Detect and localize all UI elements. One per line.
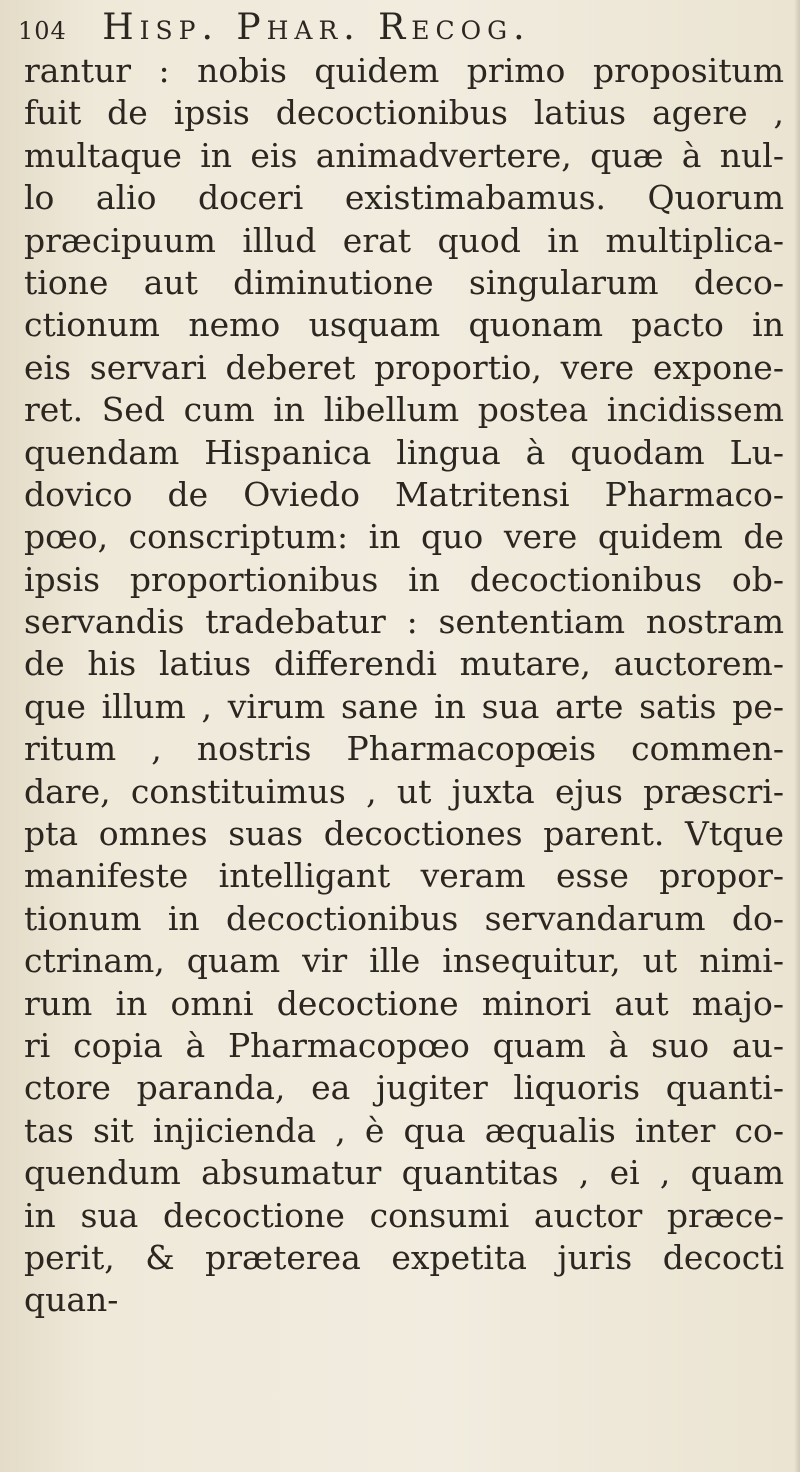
- text-line: perit, & præterea expetita juris decocti: [24, 1237, 784, 1277]
- text-line: dovico de Oviedo Matritensi Pharmaco-: [24, 474, 784, 514]
- text-line: tione aut diminutione singularum deco-: [24, 262, 784, 302]
- text-line: multaque in eis animadvertere, quæ à nul-: [24, 135, 784, 175]
- text-line: ctore paranda, ea jugiter liquoris quanti-: [24, 1068, 784, 1108]
- text-line: rantur : nobis quidem primo propositum: [24, 51, 784, 90]
- text-line: quendum absumatur quantitas , ei , quam: [24, 1153, 784, 1193]
- page-edge-shadow: [794, 0, 800, 1472]
- page-number: 104: [18, 17, 67, 45]
- text-line: servandis tradebatur : sententiam nostram: [24, 602, 784, 642]
- text-line: ritum , nostris Pharmacopœis commen-: [24, 729, 784, 769]
- text-line: que illum , virum sane in sua arte satis pe-: [24, 686, 784, 726]
- running-head: [18, 6, 760, 50]
- text-line: tionum in decoctionibus servandarum do-: [24, 898, 784, 938]
- text-line: ret. Sed cum in libellum postea incidissem: [24, 390, 784, 430]
- text-line: lo alio doceri existimabamus. Quorum: [24, 178, 784, 218]
- text-line: fuit de ipsis decoctionibus latius agere ,: [24, 93, 784, 133]
- text-line: quendam Hispanica lingua à quodam Lu-: [24, 432, 784, 472]
- text-line: pœo, conscriptum: in quo vere quidem de: [24, 517, 784, 557]
- text-line: dare, constituimus , ut juxta ejus præscri-: [24, 771, 784, 811]
- text-line: tas sit injicienda , è qua æqualis inter co-: [24, 1110, 784, 1150]
- text-line: pta omnes suas decoctiones parent. Vtque: [24, 814, 784, 854]
- text-line: ipsis proportionibus in decoctionibus ob-: [24, 559, 784, 599]
- text-line: præcipuum illud erat quod in multiplica-: [24, 220, 784, 260]
- text-line: ctionum nemo usquam quonam pacto in: [24, 305, 784, 345]
- text-line: ri copia à Pharmacopœo quam à suo au-: [24, 1025, 784, 1065]
- text-line: manifeste intelligant veram esse propor-: [24, 856, 784, 896]
- catchword: quan-: [24, 1280, 119, 1320]
- text-line: eis servari deberet proportio, vere expone-: [24, 347, 784, 387]
- text-line: rum in omni decoctione minori aut majo-: [24, 983, 784, 1023]
- running-title: Hisp. Phar. Recog.: [102, 7, 531, 48]
- text-line: de his latius differendi mutare, auctorem-: [24, 644, 784, 684]
- text-line: in sua decoctione consumi auctor præce-: [24, 1195, 784, 1235]
- body-text: [24, 50, 784, 1322]
- text-line: ctrinam, quam vir ille insequitur, ut nimi-: [24, 941, 784, 981]
